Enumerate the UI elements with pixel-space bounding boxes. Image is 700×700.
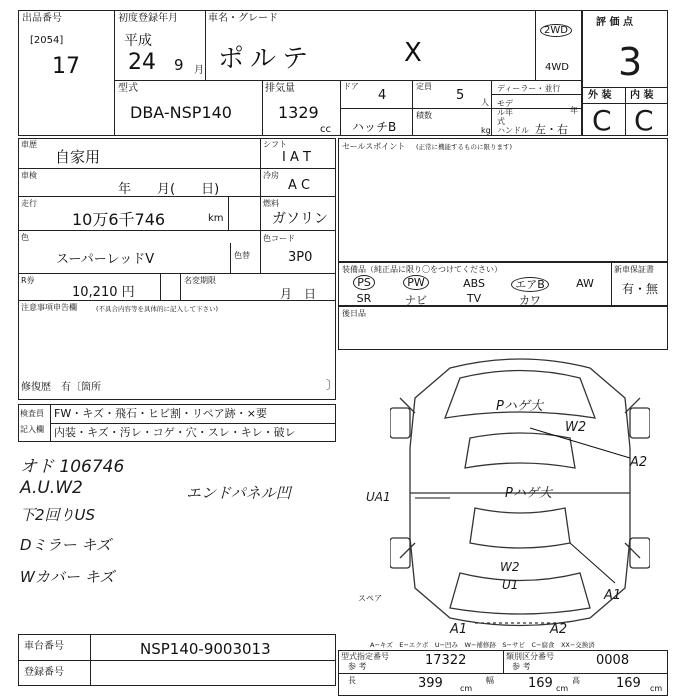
cc-unit: cc — [320, 124, 331, 135]
color-value: スーパーレッドV — [56, 252, 155, 267]
body-type: ハッチB — [352, 120, 397, 134]
shift-label: シフト — [263, 140, 287, 149]
equip-sr: SR — [356, 292, 372, 305]
model-value: DBA-NSP140 — [130, 103, 232, 122]
equip-navi: ナビ — [405, 294, 427, 307]
color-change-label: 色替 — [234, 251, 250, 260]
mark-right-side: A2 — [630, 455, 648, 470]
equip-abs: ABS — [463, 277, 485, 290]
lot-code: [2054] — [30, 35, 64, 46]
capacity-unit: 人 — [481, 98, 489, 107]
height-label: 高 — [572, 676, 580, 685]
equip-aw: AW — [576, 277, 594, 290]
equip-tv: TV — [466, 292, 482, 305]
length-label: 長 — [348, 676, 356, 685]
note-line-4: Dミラー キズ — [20, 536, 112, 554]
recycle-value: 10,210 円 — [72, 285, 135, 300]
notes-label: 注意事項申告欄 — [21, 303, 77, 312]
color-label: 色 — [21, 233, 29, 242]
note-line-5: Wカバー キズ — [20, 568, 115, 586]
new-warranty-value: 有・無 — [622, 282, 659, 296]
recycle-label: R券 — [21, 276, 35, 285]
inspector-label-2: 記入欄 — [20, 425, 44, 434]
backup-label: 後日品 — [342, 309, 366, 318]
mark-left-side: UA1 — [366, 490, 391, 504]
length-unit: cm — [460, 684, 473, 693]
car-grade: X — [404, 38, 422, 68]
displacement-label: 排気量 — [265, 83, 295, 94]
engine-note: エンドパネル凹 — [186, 484, 291, 502]
reg-year: 24 — [128, 50, 156, 75]
legend-text: A−キズ E−エクボ U−凹み W−補修跡 S−サビ C−腐食 XX−交換済 — [370, 641, 595, 649]
width-unit: cm — [556, 684, 569, 693]
height-unit: cm — [650, 684, 663, 693]
mark-bumper-right: A2 — [550, 622, 568, 637]
color-code-value: 3P0 — [288, 250, 313, 265]
score-label: 評 価 点 — [596, 17, 633, 28]
ext-label: 外 装 — [588, 90, 612, 101]
spare-label: スペア — [358, 594, 382, 603]
notes-sub: (不具合内容等を具体的に記入して下さい) — [96, 305, 219, 313]
repair-label: 修復歴 有〔箇所 — [21, 382, 101, 393]
inspection-value: 年 月( 日) — [118, 182, 220, 197]
chassis-label: 車台番号 — [24, 641, 64, 652]
era: 平成 — [124, 33, 152, 49]
type-no-ref: 参 考 — [348, 662, 367, 671]
load-label: 積数 — [416, 111, 432, 120]
ext-grade: C — [592, 104, 612, 137]
history-label: 車歴 — [21, 140, 37, 149]
model-label: 型式 — [118, 83, 138, 94]
fuel-label: 燃料 — [263, 199, 279, 208]
class-no-ref: 参 考 — [512, 662, 531, 671]
equip-airbag: エアB — [505, 276, 555, 292]
sales-point-sub: (正常に機能するものに限ります) — [416, 143, 513, 151]
reg-label: 登録番号 — [24, 667, 64, 678]
inspection-label: 車検 — [21, 171, 37, 180]
int-grade: C — [634, 104, 654, 137]
equip-pw: PW — [396, 276, 436, 289]
inspector-label-1: 検査員 — [20, 409, 44, 418]
length-value: 399 — [418, 676, 443, 691]
handle-label: ハンドル — [497, 126, 529, 135]
mark-rear-2: U1 — [502, 578, 519, 592]
ac-value: A C — [288, 178, 311, 193]
km-unit: km — [208, 213, 224, 224]
new-warranty-label: 新車保証書 — [614, 265, 654, 274]
class-no-label: 類別区分番号 — [506, 652, 554, 661]
equipment-label: 装備品（純正品に限り〇をつけてください） — [342, 265, 502, 274]
mileage-label: 走行 — [21, 199, 37, 208]
name-label: 車名・グレード — [208, 13, 278, 24]
dealer-label: ディーラー・並行 — [497, 84, 561, 93]
handle-value: 左・右 — [535, 123, 568, 136]
lot-label: 出品番号 — [22, 13, 62, 24]
reg-month: 9 — [174, 56, 184, 74]
door-label: ドア — [343, 82, 359, 91]
shift-value: I A T — [282, 150, 311, 165]
score-value: 3 — [618, 40, 643, 84]
chassis-value: NSP140-9003013 — [140, 640, 271, 658]
fuel-value: ガソリン — [272, 211, 328, 227]
name-change-value: 月 日 — [280, 287, 317, 301]
sales-section — [338, 138, 668, 262]
model-year-unit: 年 — [570, 106, 578, 115]
displacement-value: 1329 — [278, 103, 319, 122]
inspector-fw-row: FW・キズ・飛石・ヒビ割・リペア跡・×要 — [54, 407, 267, 420]
repair-bracket: 〕 — [326, 378, 339, 392]
int-label: 内 装 — [630, 90, 654, 101]
class-no-value: 0008 — [596, 653, 630, 668]
equip-ps: PS — [344, 276, 384, 289]
name-change-label: 名変期限 — [184, 276, 216, 285]
color-code-label: 色コード — [263, 234, 295, 243]
type-no-label: 型式指定番号 — [341, 652, 389, 661]
mark-bumper-left: A1 — [450, 622, 468, 637]
kg-unit: kg — [481, 126, 491, 135]
capacity-label: 定員 — [416, 82, 432, 91]
mileage-value: 10万6千746 — [72, 210, 166, 229]
lot-number: 17 — [52, 54, 80, 79]
sales-point-label: セールスポイント — [342, 142, 406, 151]
drive-4wd: 4WD — [545, 62, 569, 73]
first-reg-label: 初度登録年月 — [118, 13, 178, 24]
model-year-label: モデル年式 — [497, 99, 513, 126]
width-value: 169 — [528, 676, 553, 691]
capacity-value: 5 — [456, 88, 465, 103]
month-unit: 月 — [194, 65, 204, 76]
drive-2wd: 2WD — [540, 25, 572, 36]
width-label: 幅 — [486, 676, 494, 685]
mark-front-right: W2 — [565, 420, 587, 435]
mark-bonnet: Pハゲ大 — [496, 399, 543, 414]
history-value: 自家用 — [55, 148, 101, 166]
mark-roof: Pハゲ大 — [505, 486, 552, 501]
type-no-value: 17322 — [425, 653, 467, 668]
note-line-3: 下2回りUS — [20, 506, 96, 524]
ac-label: 冷房 — [263, 171, 279, 180]
door-value: 4 — [378, 88, 387, 103]
car-name: ポルテ — [218, 44, 315, 74]
height-value: 169 — [616, 676, 641, 691]
note-line-2: A.U.W2 — [20, 478, 83, 498]
equip-leather: カワ — [519, 294, 541, 307]
mark-rear-1: W2 — [500, 560, 520, 574]
inspector-int-row: 内装・キズ・汚レ・コゲ・穴・スレ・キレ・破レ — [54, 426, 296, 439]
note-line-1: オド 106746 — [20, 457, 125, 477]
mark-rear-right: A1 — [604, 588, 622, 603]
